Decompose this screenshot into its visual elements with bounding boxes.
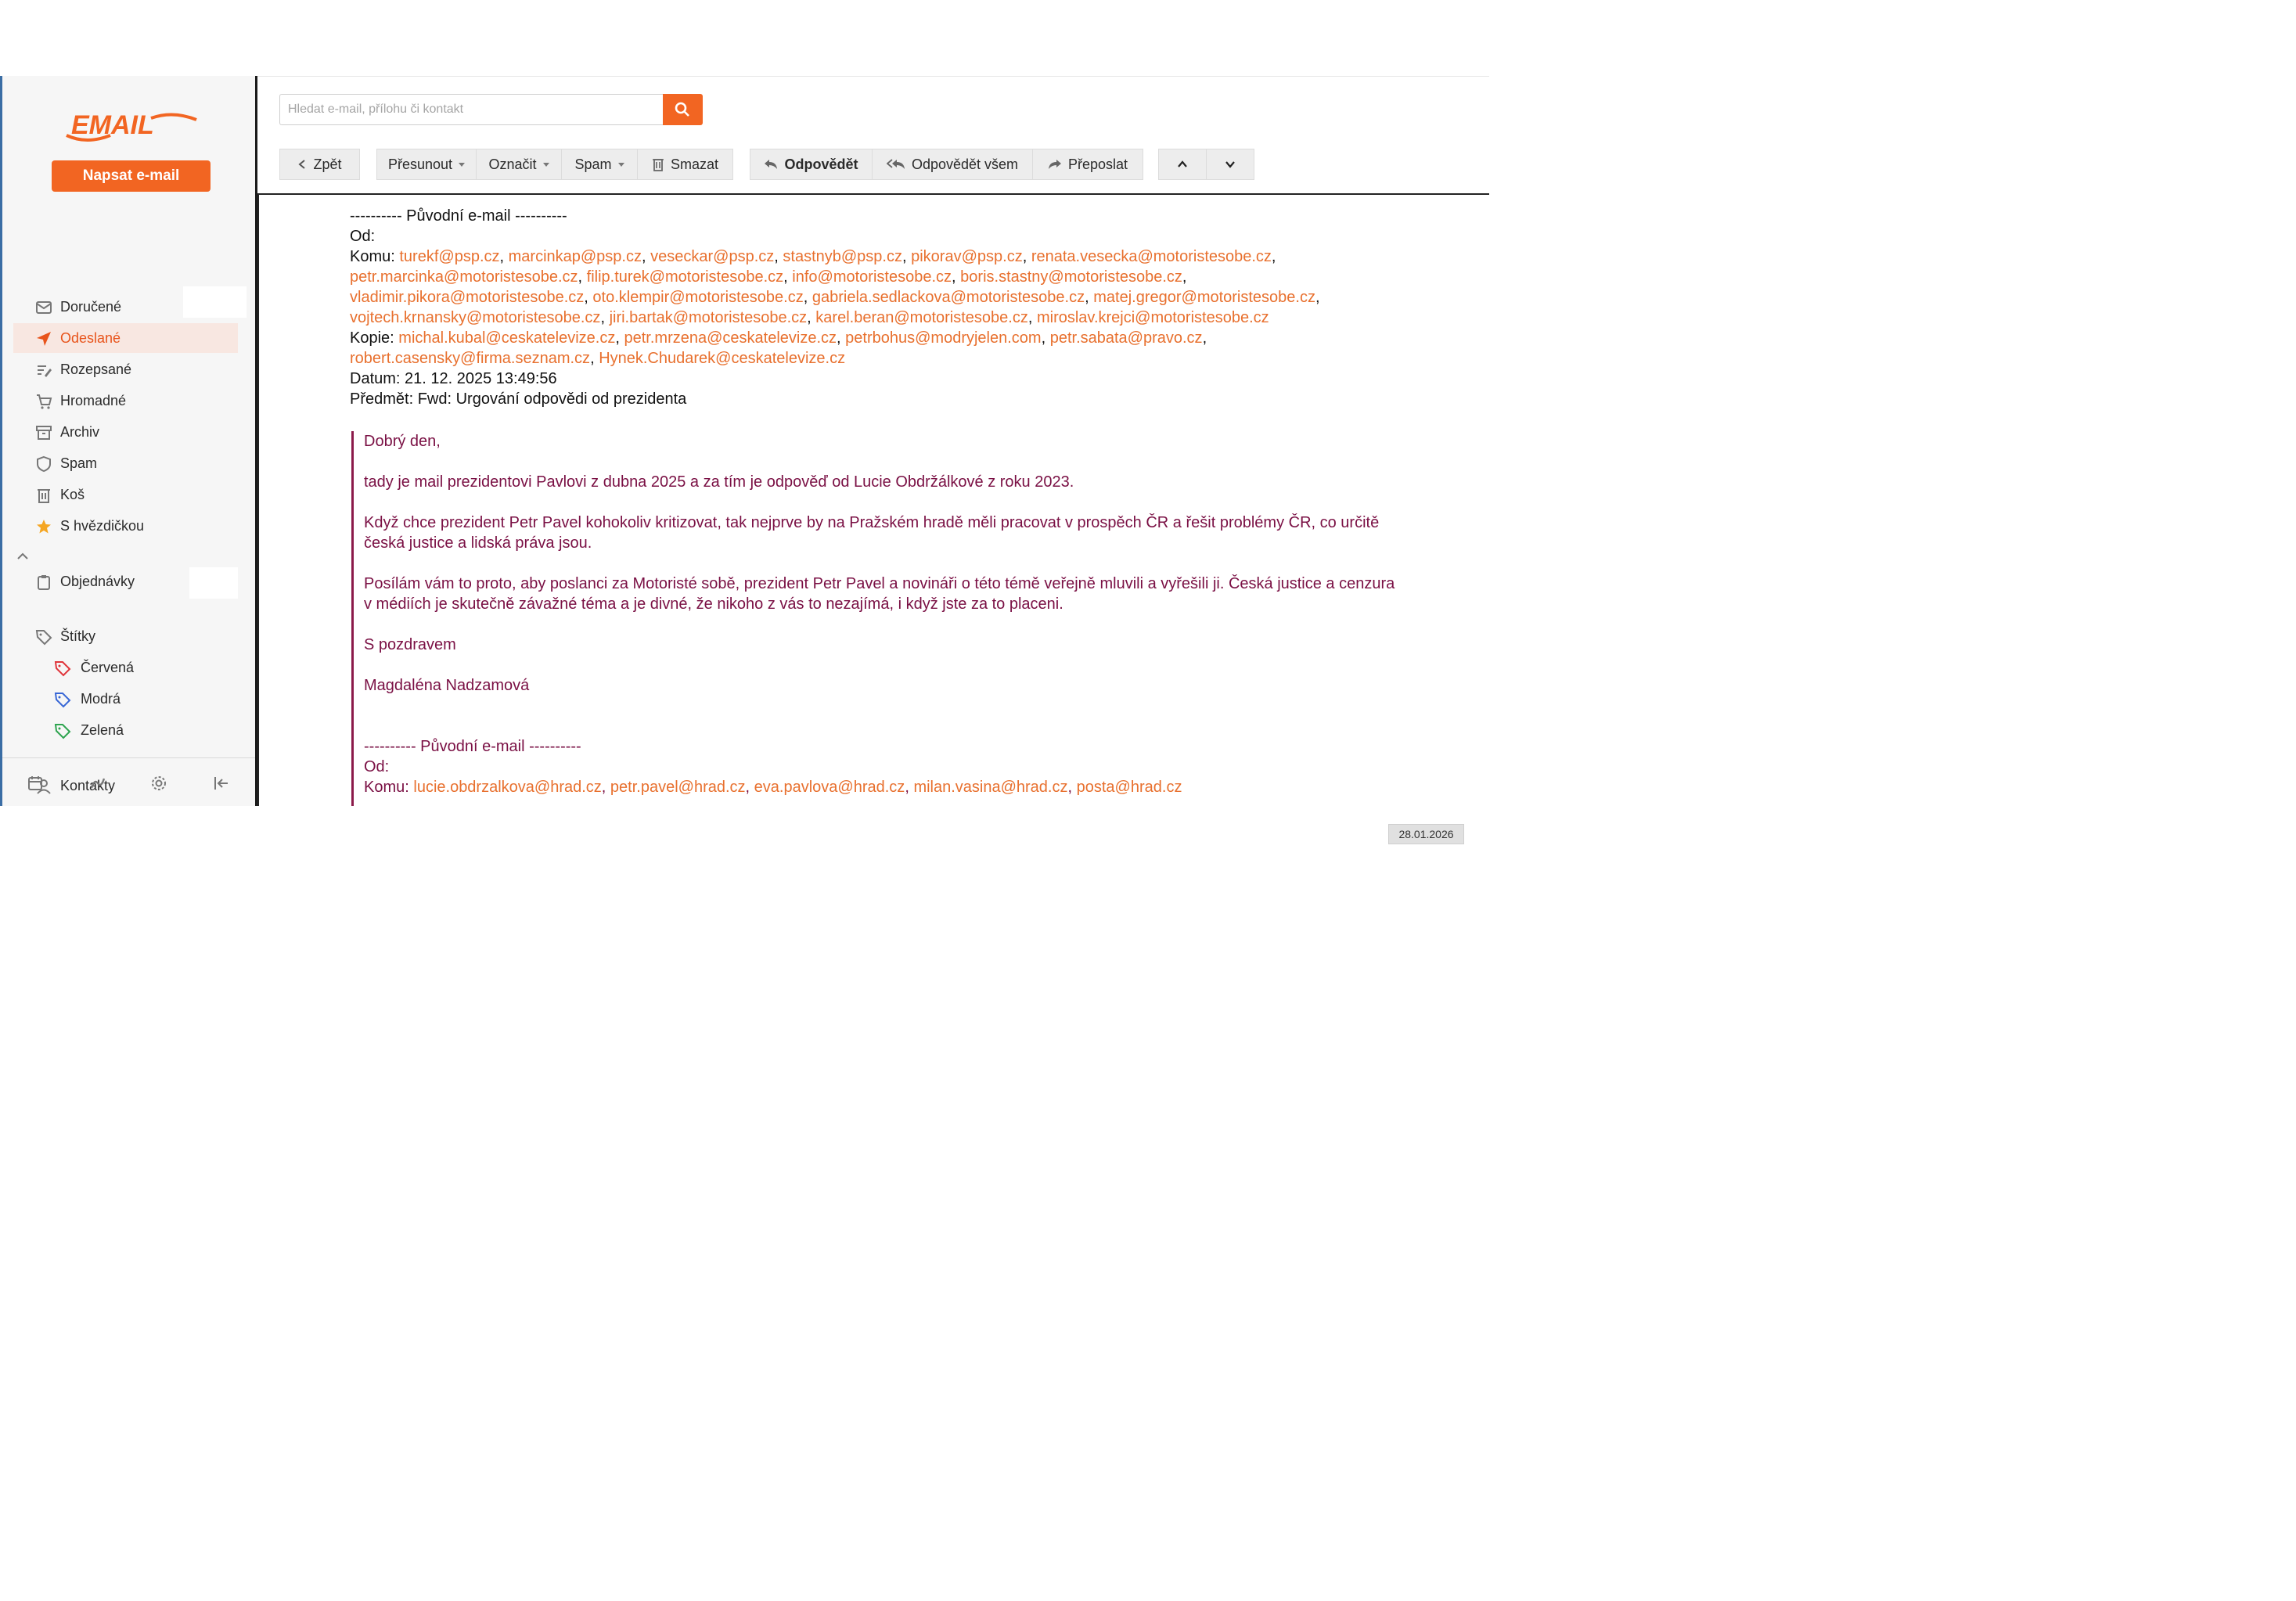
- reply-button[interactable]: [750, 149, 873, 180]
- recipient-address[interactable]: petr.marcinka@motoristesobe.cz: [350, 268, 578, 286]
- email-logo[interactable]: [63, 104, 201, 146]
- cc-address[interactable]: robert.casensky@firma.seznam.cz: [350, 350, 591, 367]
- logo-text: EMAIL: [71, 110, 154, 140]
- to-label: Komu:: [350, 248, 395, 265]
- folder-drafts[interactable]: [13, 354, 238, 384]
- spam-button[interactable]: [561, 149, 638, 180]
- shield-icon: [35, 455, 52, 473]
- signature: Magdaléna Nadzamová: [364, 677, 530, 694]
- back-button[interactable]: [279, 149, 360, 180]
- reply-all-icon: [887, 159, 905, 170]
- recipient-address[interactable]: boris.stastny@motoristesobe.cz: [960, 268, 1182, 286]
- delete-button[interactable]: [637, 149, 733, 180]
- delete-label: Smazat: [670, 156, 719, 172]
- quoted-message: [351, 431, 1463, 806]
- recipient-address[interactable]: marcinkap@psp.cz: [508, 248, 642, 265]
- inbox-icon: [35, 299, 52, 316]
- cc-label: Kopie:: [350, 329, 394, 347]
- archive-icon: [35, 424, 52, 441]
- reply-icon: [764, 159, 778, 170]
- chevron-left-icon: [297, 159, 307, 170]
- cc-address[interactable]: petrbohus@modryjelen.com: [845, 329, 1042, 347]
- folder-label: Odeslané: [60, 329, 121, 346]
- subject-label: Předmět:: [350, 390, 414, 408]
- tag-icon: [35, 628, 52, 646]
- folder-label: Archiv: [60, 423, 100, 440]
- tag-green-icon: [54, 722, 71, 739]
- search-input[interactable]: [279, 94, 663, 125]
- subject-line: [350, 389, 1461, 409]
- to-line: Komu: turekf@psp.cz, marcinkap@psp.cz, veseckar@psp.cz, stastnyb@psp.cz, pikorav@psp.cz, renata.vesecka@motoristesobe.cz,: [350, 248, 1276, 265]
- from-line: [350, 226, 1461, 246]
- date-value: 21. 12. 2025 13:49:56: [405, 370, 557, 387]
- reply-all-button[interactable]: [872, 149, 1033, 180]
- date-label: Datum:: [350, 370, 401, 387]
- greeting: Dobrý den,: [364, 433, 441, 450]
- recipient-address[interactable]: stastnyb@psp.cz: [783, 248, 902, 265]
- sidebar: [0, 76, 257, 806]
- recipient-address[interactable]: eva.pavlova@hrad.cz: [754, 779, 905, 796]
- recipient-address[interactable]: milan.vasina@hrad.cz: [913, 779, 1068, 796]
- calendar-icon[interactable]: [26, 774, 45, 793]
- folder-label: Koš: [60, 486, 85, 502]
- paragraph-2-line-2: česká justice a lidská práva jsou.: [364, 534, 592, 552]
- search-button[interactable]: [663, 94, 703, 125]
- folder-archive[interactable]: [13, 417, 238, 447]
- recipient-address[interactable]: gabriela.sedlackova@motoristesobe.cz: [812, 289, 1085, 306]
- forwarded-headers: [350, 206, 1461, 409]
- recipient-address[interactable]: petr.pavel@hrad.cz: [610, 779, 746, 796]
- folder-spam[interactable]: [13, 448, 238, 478]
- separator-line: ---------- Původní e-mail ----------: [350, 207, 567, 225]
- tag-red-icon: [54, 660, 71, 677]
- caret-icon: [543, 163, 549, 167]
- mark-label: Označit: [488, 156, 537, 172]
- forward-label: Přeposlat: [1067, 156, 1128, 172]
- recipient-address[interactable]: posta@hrad.cz: [1076, 779, 1182, 796]
- paragraph-2-line-1: Když chce prezident Petr Pavel kohokoliv kritizovat, tak nejprve by na Pražském hradě měli pracovat v prospěch ČR a řešit problémy ČR, co určitě: [364, 514, 1380, 531]
- cc-line: Kopie: michal.kubal@ceskatelevize.cz, petr.mrzena@ceskatelevize.cz, petrbohus@modryjelen.com, petr.sabata@pravo.cz,: [350, 329, 1207, 347]
- caret-icon: [618, 163, 624, 167]
- search-icon: [674, 101, 691, 118]
- tag-blue-icon: [54, 691, 71, 708]
- paragraph-2: [364, 513, 1463, 553]
- previous-message-button[interactable]: [1158, 149, 1207, 180]
- collapse-sidebar-icon[interactable]: [212, 774, 231, 793]
- cart-icon: [35, 393, 52, 410]
- reply-label: Odpovědět: [784, 156, 858, 172]
- folder-label: Objednávky: [60, 573, 135, 589]
- paragraph-3: [364, 574, 1463, 614]
- recipient-address[interactable]: miroslav.krejci@motoristesobe.cz: [1036, 309, 1269, 326]
- label-name: Zelená: [81, 721, 124, 738]
- next-message-button[interactable]: [1206, 149, 1254, 180]
- compose-button[interactable]: Napsat e-mail: [52, 160, 211, 192]
- cc-address[interactable]: michal.kubal@ceskatelevize.cz: [398, 329, 616, 347]
- sidebar-footer: [2, 757, 255, 806]
- cc-line-continued: robert.casensky@firma.seznam.cz, Hynek.Chudarek@ceskatelevize.cz: [350, 350, 846, 367]
- paragraph-3-line-1: Posílám vám to proto, aby poslanci za Motoristé sobě, prezident Petr Pavel a novináři o této témě veřejně mluvili a vyřešili ji. Česká justice a cenzura: [364, 575, 1395, 592]
- star-icon: [35, 518, 52, 535]
- folder-label: S hvězdičkou: [60, 517, 145, 534]
- clipboard-icon: [35, 574, 52, 591]
- date-line: [350, 369, 1461, 389]
- folder-label: Spam: [60, 455, 98, 471]
- recipient-address[interactable]: vojtech.krnansky@motoristesobe.cz: [350, 309, 601, 326]
- label-green[interactable]: [13, 715, 238, 745]
- recipient-address[interactable]: jiri.bartak@motoristesobe.cz: [609, 309, 808, 326]
- recipient-address[interactable]: matej.gregor@motoristesobe.cz: [1093, 289, 1315, 306]
- recipient-address[interactable]: karel.beran@motoristesobe.cz: [815, 309, 1028, 326]
- recipient-address[interactable]: vladimir.pikora@motoristesobe.cz: [350, 289, 585, 306]
- cc-address[interactable]: petr.mrzena@ceskatelevize.cz: [624, 329, 837, 347]
- recipient-address[interactable]: info@motoristesobe.cz: [792, 268, 952, 286]
- label-blue[interactable]: [13, 684, 238, 714]
- folder-sent[interactable]: [13, 323, 238, 353]
- move-label: Přesunout: [387, 156, 453, 172]
- recipient-address[interactable]: renata.vesecka@motoristesobe.cz: [1031, 248, 1272, 265]
- pen-icon[interactable]: [88, 774, 107, 793]
- send-icon: [35, 330, 52, 347]
- labels-header-label: Štítky: [60, 628, 96, 644]
- recipient-address[interactable]: veseckar@psp.cz: [650, 248, 775, 265]
- cc-address[interactable]: Hynek.Chudarek@ceskatelevize.cz: [599, 350, 846, 367]
- back-label: Zpět: [313, 156, 342, 172]
- labels-header[interactable]: [13, 621, 238, 651]
- recipient-address[interactable]: lucie.obdrzalkova@hrad.cz: [413, 779, 602, 796]
- to-line-continued: vladimir.pikora@motoristesobe.cz, oto.klempir@motoristesobe.cz, gabriela.sedlackova@motoristesobe.cz, matej.gregor@motoristesobe.cz,: [350, 289, 1320, 306]
- orders-count-box: [189, 567, 238, 599]
- contacts-label: Kontakty: [60, 777, 116, 793]
- paragraph-3-line-2: v médiích je skutečně závažné téma a je divné, že nikoho z vás to nezajímá, i když jste za to placeni.: [364, 595, 1063, 613]
- forward-icon: [1048, 159, 1062, 170]
- trash-icon: [652, 157, 664, 171]
- folder-bulk[interactable]: [13, 386, 238, 416]
- inner-to-label: Komu:: [364, 779, 409, 796]
- to-line-continued: petr.marcinka@motoristesobe.cz, filip.turek@motoristesobe.cz, info@motoristesobe.cz, boris.stastny@motoristesobe.cz,: [350, 268, 1187, 286]
- chevron-up-icon[interactable]: [15, 549, 31, 564]
- recipient-address[interactable]: turekf@psp.cz: [399, 248, 500, 265]
- label-name: Modrá: [81, 690, 121, 707]
- date-badge: 28.01.2026: [1388, 824, 1464, 844]
- draft-icon: [35, 362, 52, 379]
- recipient-address[interactable]: filip.turek@motoristesobe.cz: [586, 268, 784, 286]
- spacer: [364, 716, 1463, 736]
- folder-label: Doručené: [60, 298, 122, 315]
- closing: S pozdravem: [364, 636, 456, 653]
- to-line-continued: vojtech.krnansky@motoristesobe.cz, jiri.bartak@motoristesobe.cz, karel.beran@motoristesobe.cz, miroslav.krejci@motoristesobe.cz: [350, 309, 1269, 326]
- inner-to-line: Komu: lucie.obdrzalkova@hrad.cz, petr.pavel@hrad.cz, eva.pavlova@hrad.cz, milan.vasina@hrad.cz, posta@hrad.cz: [364, 779, 1182, 796]
- folder-trash[interactable]: [13, 480, 238, 509]
- folder-label: Rozepsané: [60, 361, 132, 377]
- unread-count-box: [183, 286, 247, 318]
- inner-from-line: [364, 757, 1463, 777]
- from-label: Od:: [350, 228, 376, 245]
- subject-value: Fwd: Urgování odpovědi od prezidenta: [417, 390, 687, 408]
- caret-icon: [459, 163, 465, 167]
- reply-all-label: Odpovědět všem: [911, 156, 1019, 172]
- label-red[interactable]: [13, 653, 238, 682]
- message-view: [257, 193, 1489, 806]
- spam-label: Spam: [574, 156, 612, 172]
- gear-icon[interactable]: [149, 774, 168, 793]
- inner-separator-line: ---------- Původní e-mail ----------: [364, 738, 581, 755]
- folder-label: Hromadné: [60, 392, 127, 408]
- recipient-address[interactable]: oto.klempir@motoristesobe.cz: [592, 289, 804, 306]
- folder-starred[interactable]: [13, 511, 238, 541]
- inner-from-label: Od:: [364, 758, 390, 775]
- trash-icon: [35, 487, 52, 504]
- label-name: Červená: [81, 659, 135, 675]
- move-button[interactable]: [376, 149, 477, 180]
- header-divider: [257, 76, 1489, 77]
- paragraph-1: tady je mail prezidentovi Pavlovi z dubna 2025 a za tím je odpověď od Lucie Obdržálkové z roku 2023.: [364, 473, 1074, 491]
- chevron-up-icon: [1176, 160, 1189, 169]
- forward-button[interactable]: [1032, 149, 1143, 180]
- recipient-address[interactable]: pikorav@psp.cz: [911, 248, 1023, 265]
- cc-address[interactable]: petr.sabata@pravo.cz: [1049, 329, 1203, 347]
- chevron-down-icon: [1224, 160, 1236, 169]
- mark-button[interactable]: [476, 149, 562, 180]
